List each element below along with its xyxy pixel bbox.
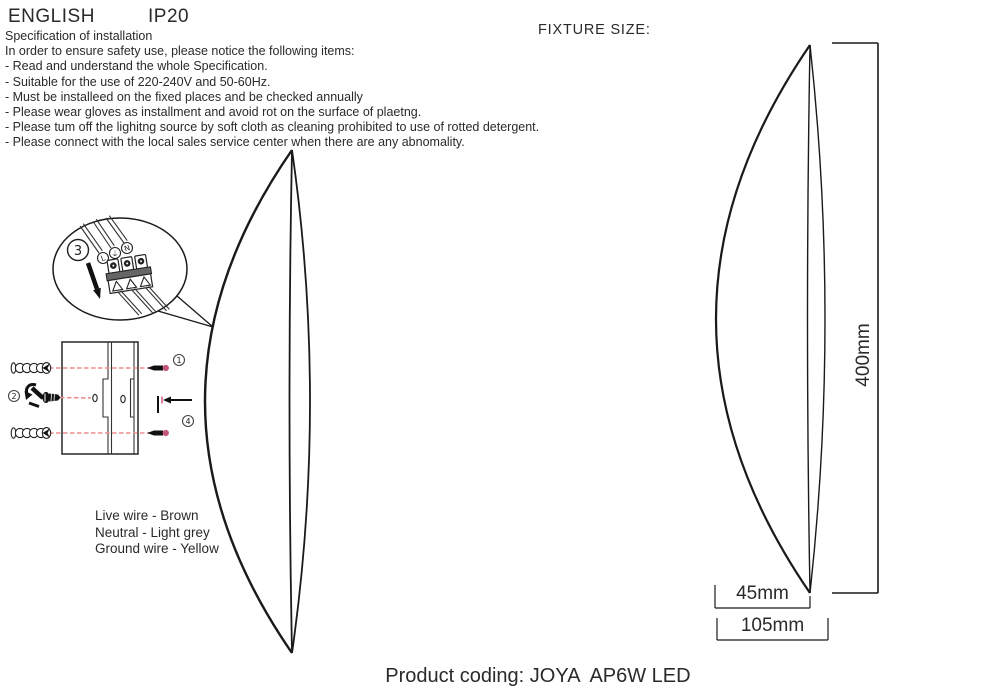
step-2-label: 2	[11, 392, 17, 401]
screw-icon	[147, 430, 169, 436]
detail-balloon	[53, 216, 213, 327]
spec-item: - Read and understand the whole Specification.	[5, 59, 268, 74]
fixture-side-profile	[205, 150, 310, 653]
spec-item: - Please connect with the local sales service center when there are any abnomality.	[5, 135, 465, 150]
step-3-label: 3	[73, 243, 83, 259]
spec-item: - Suitable for the use of 220-240V and 50-60Hz.	[5, 74, 271, 89]
spec-item: - Must be installeed on the fixed places and be checked annually	[5, 89, 363, 104]
spec-title: Specification of installation	[5, 29, 153, 43]
plate-hole	[93, 394, 97, 401]
mounting-plate	[62, 342, 138, 454]
ip-rating-label: IP20	[148, 6, 190, 27]
dimension-lines	[715, 43, 878, 640]
height-dimension-line	[832, 43, 878, 593]
fixture-back-arc	[292, 150, 310, 653]
width-dimension-label: 105mm	[740, 615, 805, 636]
fixture-size-profile	[716, 45, 825, 593]
rotate-screw-icon	[25, 385, 44, 407]
fixture-back-arc	[810, 45, 825, 593]
screw-side-icon	[42, 392, 60, 403]
height-dimension-label: 400mm	[853, 323, 874, 387]
fixture-front-arc	[205, 150, 292, 653]
width-dimension-line	[717, 618, 828, 640]
fixture-size-title: FIXTURE SIZE:	[538, 22, 651, 38]
fixture-base-line	[290, 150, 293, 653]
wire-legend-neutral: Neutral - Light grey	[95, 524, 210, 540]
wire-legend-live: Live wire - Brown	[95, 508, 199, 523]
earth-terminal-icon: ⏚	[111, 249, 119, 258]
product-coding-label: Product coding:	[385, 665, 525, 687]
depth-dimension-label: 45mm	[736, 583, 789, 604]
fixture-base-line	[808, 45, 811, 593]
spec-item: - Please tum off the lighitng source by soft cloth as cleaning prohibited to use of rotted detergent.	[5, 120, 540, 135]
wall-anchor-icon	[11, 428, 50, 439]
live-terminal-label: L	[99, 253, 107, 264]
screw-icon	[147, 365, 169, 371]
product-code: JOYA AP6W LED	[529, 665, 691, 687]
fixture-front-arc	[716, 45, 810, 593]
step-4-label: 4	[185, 417, 191, 426]
wall-anchor-icon	[11, 363, 50, 374]
slide-arrow-icon	[158, 396, 192, 413]
spec-intro: In order to ensure safety use, please notice the following items:	[5, 44, 355, 59]
neutral-terminal-label: N	[123, 243, 132, 254]
step-1-label: 1	[176, 356, 182, 365]
wire-legend-ground: Ground wire - Yellow	[95, 541, 219, 556]
depth-dimension-line	[715, 585, 810, 608]
plate-hole	[121, 395, 125, 402]
language-label: ENGLISH	[8, 6, 95, 27]
spec-item: - Please wear gloves as installment and avoid rot on the surface of plaetng.	[5, 105, 422, 120]
